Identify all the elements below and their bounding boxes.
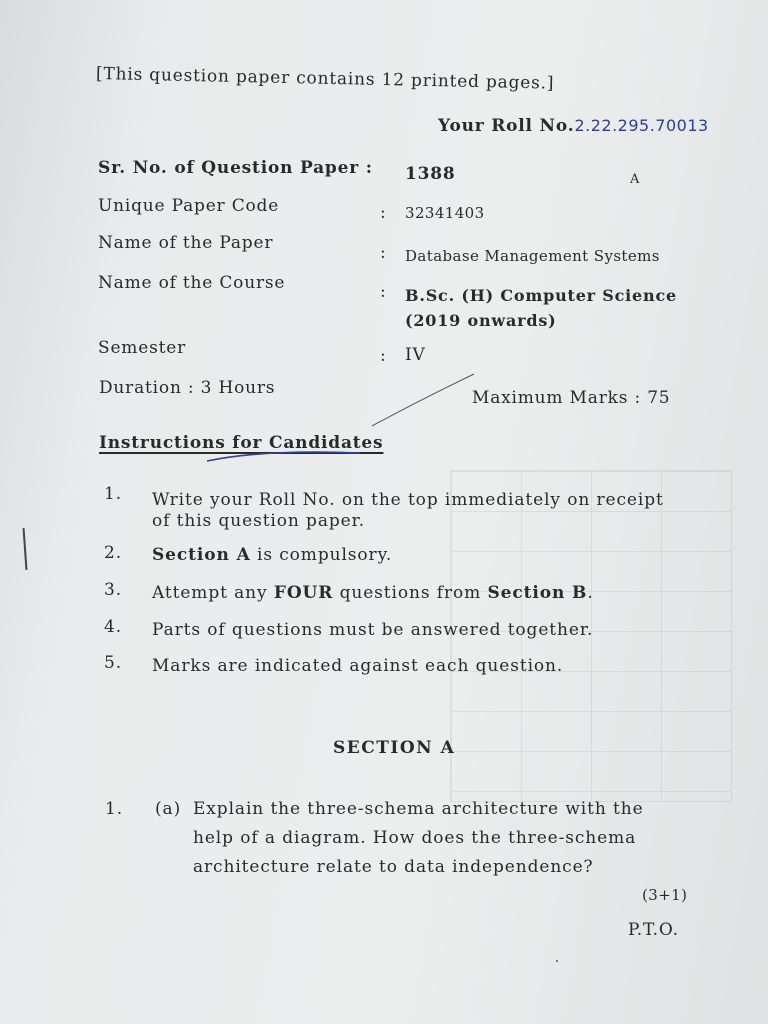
detail-value-paper-code: 32341403 <box>405 204 485 222</box>
detail-sep: : <box>380 203 387 223</box>
instruction-number: 2. <box>104 543 123 563</box>
detail-label-course: Name of the Course <box>98 273 286 293</box>
detail-sep: : <box>380 346 387 366</box>
instruction-bold: Section B <box>487 583 588 603</box>
instruction-text: questions from <box>333 583 488 603</box>
instruction-text: Marks are indicated against each question. <box>152 656 564 676</box>
instruction-number: 1. <box>104 484 123 504</box>
detail-label-paper-name: Name of the Paper <box>98 233 274 253</box>
instruction-bold: Section A <box>152 545 251 565</box>
detail-label-paper-code: Unique Paper Code <box>98 196 280 216</box>
instruction-number: 3. <box>104 580 123 600</box>
detail-value-course: B.Sc. (H) Computer Science <box>405 286 677 305</box>
page-count-note: [This question paper contains 12 printed pages.] <box>95 64 555 94</box>
question-marks: (3+1) <box>642 886 688 904</box>
instruction-text: Parts of questions must be answered together. <box>152 620 594 640</box>
paper-set-letter: A <box>630 172 640 187</box>
detail-value-semester: IV <box>405 345 426 365</box>
detail-sep: : <box>380 282 387 302</box>
detail-sep: : <box>380 243 387 263</box>
roll-label: Your Roll No. <box>438 116 575 136</box>
instruction-text: of this question paper. <box>152 511 366 531</box>
detail-value-paper-name: Database Management Systems <box>405 247 660 265</box>
pen-stroke <box>370 370 480 430</box>
maximum-marks: Maximum Marks : 75 <box>472 388 671 408</box>
detail-value-sr-no: 1388 <box>405 164 456 184</box>
detail-label-semester: Semester <box>98 338 187 358</box>
instruction-text: Write your Roll No. on the top immediately on receipt <box>152 490 664 510</box>
question-line: help of a diagram. How does the three-schema <box>193 828 637 848</box>
section-title: SECTION A <box>333 738 456 758</box>
pen-underline <box>205 445 365 465</box>
instruction-text: is compulsory. <box>250 545 393 565</box>
question-number: 1. <box>105 799 124 819</box>
instruction-text: Attempt any <box>152 583 274 603</box>
instruction-text: . <box>587 583 594 603</box>
instructions-title: Instructions for Candidates <box>99 433 384 453</box>
instruction-number: 5. <box>104 653 123 673</box>
duration: Duration : 3 Hours <box>99 378 276 398</box>
detail-value-course-year: (2019 onwards) <box>405 311 557 330</box>
roll-number-line <box>438 116 709 136</box>
detail-label-sr-no: Sr. No. of Question Paper : <box>98 158 373 178</box>
pto-note: P.T.O. <box>628 920 679 940</box>
instruction-number: 4. <box>104 617 123 637</box>
instruction-bold: FOUR <box>273 583 334 603</box>
speck <box>556 960 558 962</box>
question-line: architecture relate to data independence? <box>193 857 594 877</box>
question-line: Explain the three-schema architecture with the <box>193 799 644 819</box>
question-part: (a) <box>155 799 182 819</box>
margin-mark <box>23 528 28 570</box>
roll-number-handwritten: 2.22.295.70013 <box>574 116 709 135</box>
